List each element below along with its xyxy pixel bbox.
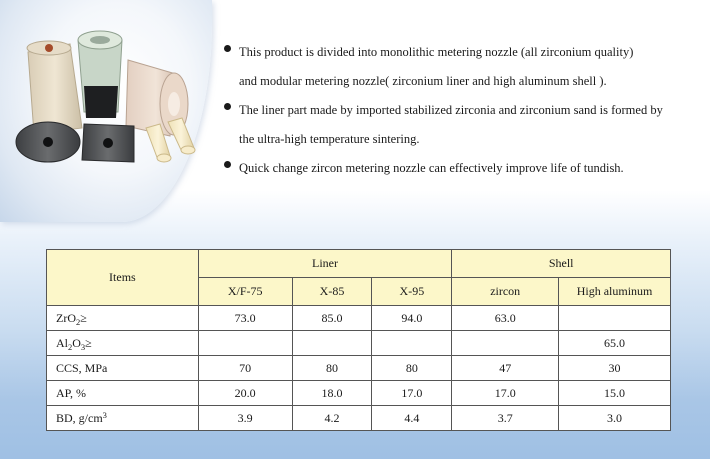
table-header-row [47, 250, 671, 278]
table-cell: 17.0 [452, 381, 559, 406]
row-label: $Al_2O_3\ge$ [47, 331, 199, 356]
description-text: and modular metering nozzle( zirconium liner and high aluminum shell ). [239, 74, 607, 88]
row-label: ZrO$_2$≥ [47, 306, 199, 331]
table-cell [292, 331, 372, 356]
product-photo-panel [0, 0, 212, 222]
table-cell [452, 331, 559, 356]
description-text: The liner part made by imported stabilized zirconia and zirconium sand is formed by [239, 103, 663, 117]
items-header: Items [47, 250, 199, 306]
table-cell [372, 331, 452, 356]
table-cell [559, 306, 671, 331]
liner-group-header: Liner [198, 250, 452, 278]
table-cell: 85.0 [292, 306, 372, 331]
table-cell: 4.4 [372, 406, 452, 431]
bullet-dot-icon [224, 103, 231, 110]
column-header: X/F-75 [198, 278, 292, 306]
description-text: the ultra-high temperature sintering. [239, 132, 420, 146]
table-cell: 63.0 [452, 306, 559, 331]
table-cell: 70 [198, 356, 292, 381]
shell-group-header: Shell [452, 250, 671, 278]
table-cell: 3.9 [198, 406, 292, 431]
description-bullet [222, 154, 692, 183]
table-cell [198, 331, 292, 356]
bullet-dot-icon [224, 45, 231, 52]
product-description-list [222, 38, 692, 183]
table-cell: 3.0 [559, 406, 671, 431]
table-cell: 80 [292, 356, 372, 381]
table-cell: 30 [559, 356, 671, 381]
table-row [47, 356, 671, 381]
description-text: Quick change zircon metering nozzle can effectively improve life of tundish. [239, 161, 624, 175]
row-label: BD, $g/cm^3$ [47, 406, 199, 431]
column-header: High aluminum [559, 278, 671, 306]
description-text: This product is divided into monolithic metering nozzle (all zirconium quality) [239, 45, 634, 59]
table-cell: 4.2 [292, 406, 372, 431]
table-cell: 15.0 [559, 381, 671, 406]
table-cell: 65.0 [559, 331, 671, 356]
column-header: X-85 [292, 278, 372, 306]
row-label: CCS, MPa [47, 356, 199, 381]
description-bullet [222, 96, 692, 154]
table-cell: 18.0 [292, 381, 372, 406]
table-row [47, 331, 671, 356]
table-row [47, 406, 671, 431]
description-bullet [222, 38, 692, 96]
table-cell: 17.0 [372, 381, 452, 406]
metering-nozzle-product-image [0, 0, 212, 222]
table-row [47, 381, 671, 406]
table-cell: 20.0 [198, 381, 292, 406]
table-cell: 47 [452, 356, 559, 381]
bullet-dot-icon [224, 161, 231, 168]
table-row [47, 306, 671, 331]
column-header: zircon [452, 278, 559, 306]
table-cell: 94.0 [372, 306, 452, 331]
specification-table [46, 249, 671, 431]
table-cell: 80 [372, 356, 452, 381]
table-cell: 3.7 [452, 406, 559, 431]
table-cell: 73.0 [198, 306, 292, 331]
column-header: X-95 [372, 278, 452, 306]
row-label: AP, % [47, 381, 199, 406]
